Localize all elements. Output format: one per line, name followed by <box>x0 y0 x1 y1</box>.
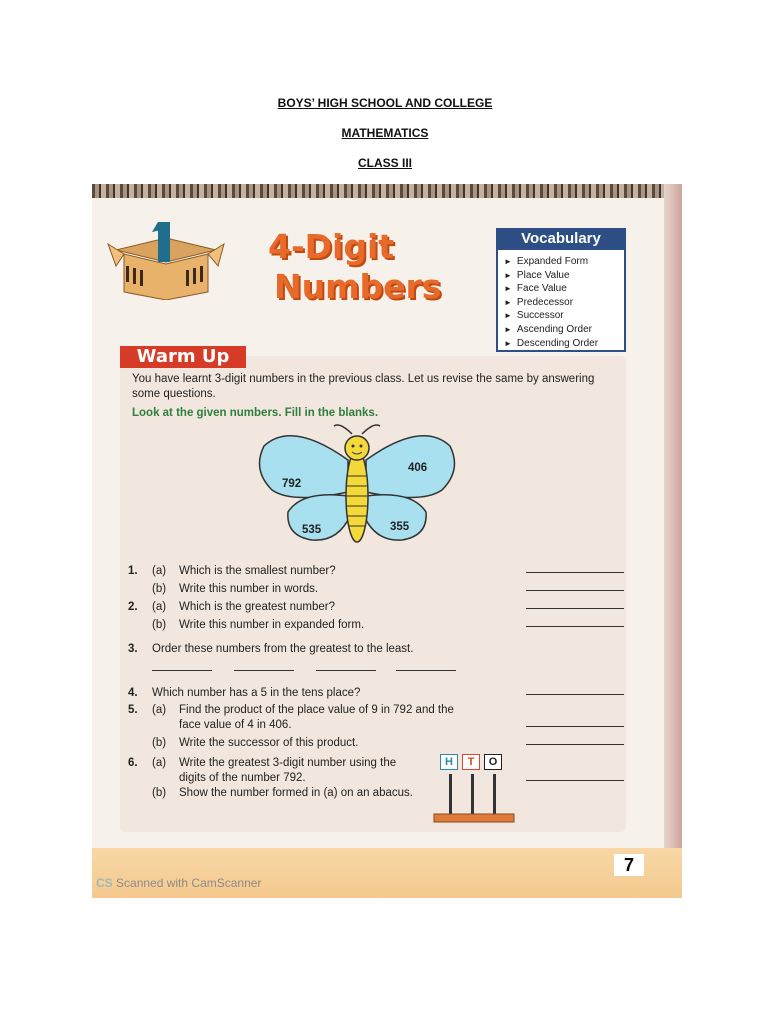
answer-line[interactable] <box>526 590 624 591</box>
order-blank[interactable] <box>234 670 294 671</box>
vocabulary-item: ► Predecessor <box>504 296 574 308</box>
chapter-title-line1: 4-Digit <box>268 227 395 266</box>
question-number: 6. <box>128 757 138 769</box>
class-title: CLASS III <box>357 156 412 170</box>
answer-line[interactable] <box>526 726 624 727</box>
part-label: (a) <box>152 601 167 613</box>
part-label: (b) <box>152 787 167 799</box>
arrow-icon: ► <box>504 324 512 334</box>
instruction-text: Look at the given numbers. Fill in the blanks. <box>132 407 379 419</box>
arrow-icon: ► <box>504 284 512 294</box>
intro-text-line1: You have learnt 3-digit numbers in the previous class. Let us revise the same by answering <box>132 373 595 385</box>
intro-text-line2: some questions. <box>132 388 216 400</box>
question-number: 1. <box>128 565 138 577</box>
answer-line[interactable] <box>526 572 624 573</box>
question-text: Write the greatest 3-digit number using the <box>179 757 397 769</box>
vocabulary-list <box>504 255 598 350</box>
question-number: 3. <box>128 643 138 655</box>
question-text: Which number has a 5 in the tens place? <box>152 687 361 699</box>
scanned-page <box>92 184 682 898</box>
arrow-icon: ► <box>504 257 512 266</box>
number-box-illustration <box>106 220 228 300</box>
part-label: (b) <box>152 619 167 631</box>
question-text: Find the product of the place value of 9 in 792 and the <box>179 704 454 716</box>
question-number: 2. <box>128 601 138 613</box>
question-text: Show the number formed in (a) on an abacus. <box>179 787 413 799</box>
abacus-label-o: O <box>484 754 502 770</box>
vocabulary-item: ► Successor <box>504 310 564 322</box>
vocabulary-item: ► Place Value <box>504 269 570 281</box>
answer-line[interactable] <box>526 626 624 627</box>
part-label: (a) <box>152 757 167 769</box>
arrow-icon: ► <box>504 311 512 321</box>
arrow-icon: ► <box>504 338 512 348</box>
vocabulary-item: ► Face Value <box>504 283 567 295</box>
vocabulary-item: ► Ascending Order <box>504 323 592 335</box>
vocabulary-heading: Vocabulary <box>496 228 626 250</box>
camscanner-text: Scanned with CamScanner <box>116 876 262 890</box>
school-name: BOYS’ HIGH SCHOOL AND COLLEGE <box>277 96 493 110</box>
question-number: 4. <box>128 687 138 699</box>
subject-title: MATHEMATICS <box>341 126 429 140</box>
answer-line[interactable] <box>526 608 624 609</box>
question-text: digits of the number 792. <box>179 772 306 784</box>
question-text: face value of 4 in 406. <box>179 719 292 731</box>
butterfly-number: 535 <box>302 524 322 536</box>
question-text: Order these numbers from the greatest to the least. <box>152 643 414 655</box>
vocabulary-item: ► Descending Order <box>504 337 599 349</box>
question-number: 5. <box>128 704 138 716</box>
abacus-illustration <box>432 772 522 826</box>
answer-line[interactable] <box>526 780 624 781</box>
answer-line[interactable] <box>526 744 624 745</box>
part-label: (a) <box>152 704 167 716</box>
answer-line[interactable] <box>526 694 624 695</box>
butterfly-number: 355 <box>390 521 410 533</box>
warmup-heading: Warm Up <box>120 346 246 368</box>
abacus-label-h: H <box>440 754 458 770</box>
question-text: Write the successor of this product. <box>179 737 359 749</box>
chapter-title-line2: Numbers <box>274 267 442 306</box>
camscanner-logo: CS <box>96 876 113 890</box>
butterfly-number: 792 <box>282 478 302 490</box>
vocabulary-item: ► Expanded Form <box>504 256 589 267</box>
torn-edge <box>92 184 682 198</box>
order-blank[interactable] <box>396 670 456 671</box>
question-text: Which is the smallest number? <box>179 565 336 577</box>
vocabulary-box <box>496 228 626 352</box>
page-number: 7 <box>614 854 644 876</box>
camscanner-watermark <box>96 876 261 890</box>
abacus-label-t: T <box>462 754 480 770</box>
butterfly-number: 406 <box>408 462 428 474</box>
part-label: (b) <box>152 737 167 749</box>
page-footer <box>92 848 682 898</box>
arrow-icon: ► <box>504 270 512 280</box>
question-text: Write this number in words. <box>179 583 319 595</box>
part-label: (a) <box>152 565 167 577</box>
order-blank[interactable] <box>316 670 376 671</box>
arrow-icon: ► <box>504 297 512 307</box>
question-text: Write this number in expanded form. <box>179 619 365 631</box>
question-text: Which is the greatest number? <box>179 601 335 613</box>
page-edge <box>664 184 682 898</box>
part-label: (b) <box>152 583 167 595</box>
order-blank[interactable] <box>152 670 212 671</box>
